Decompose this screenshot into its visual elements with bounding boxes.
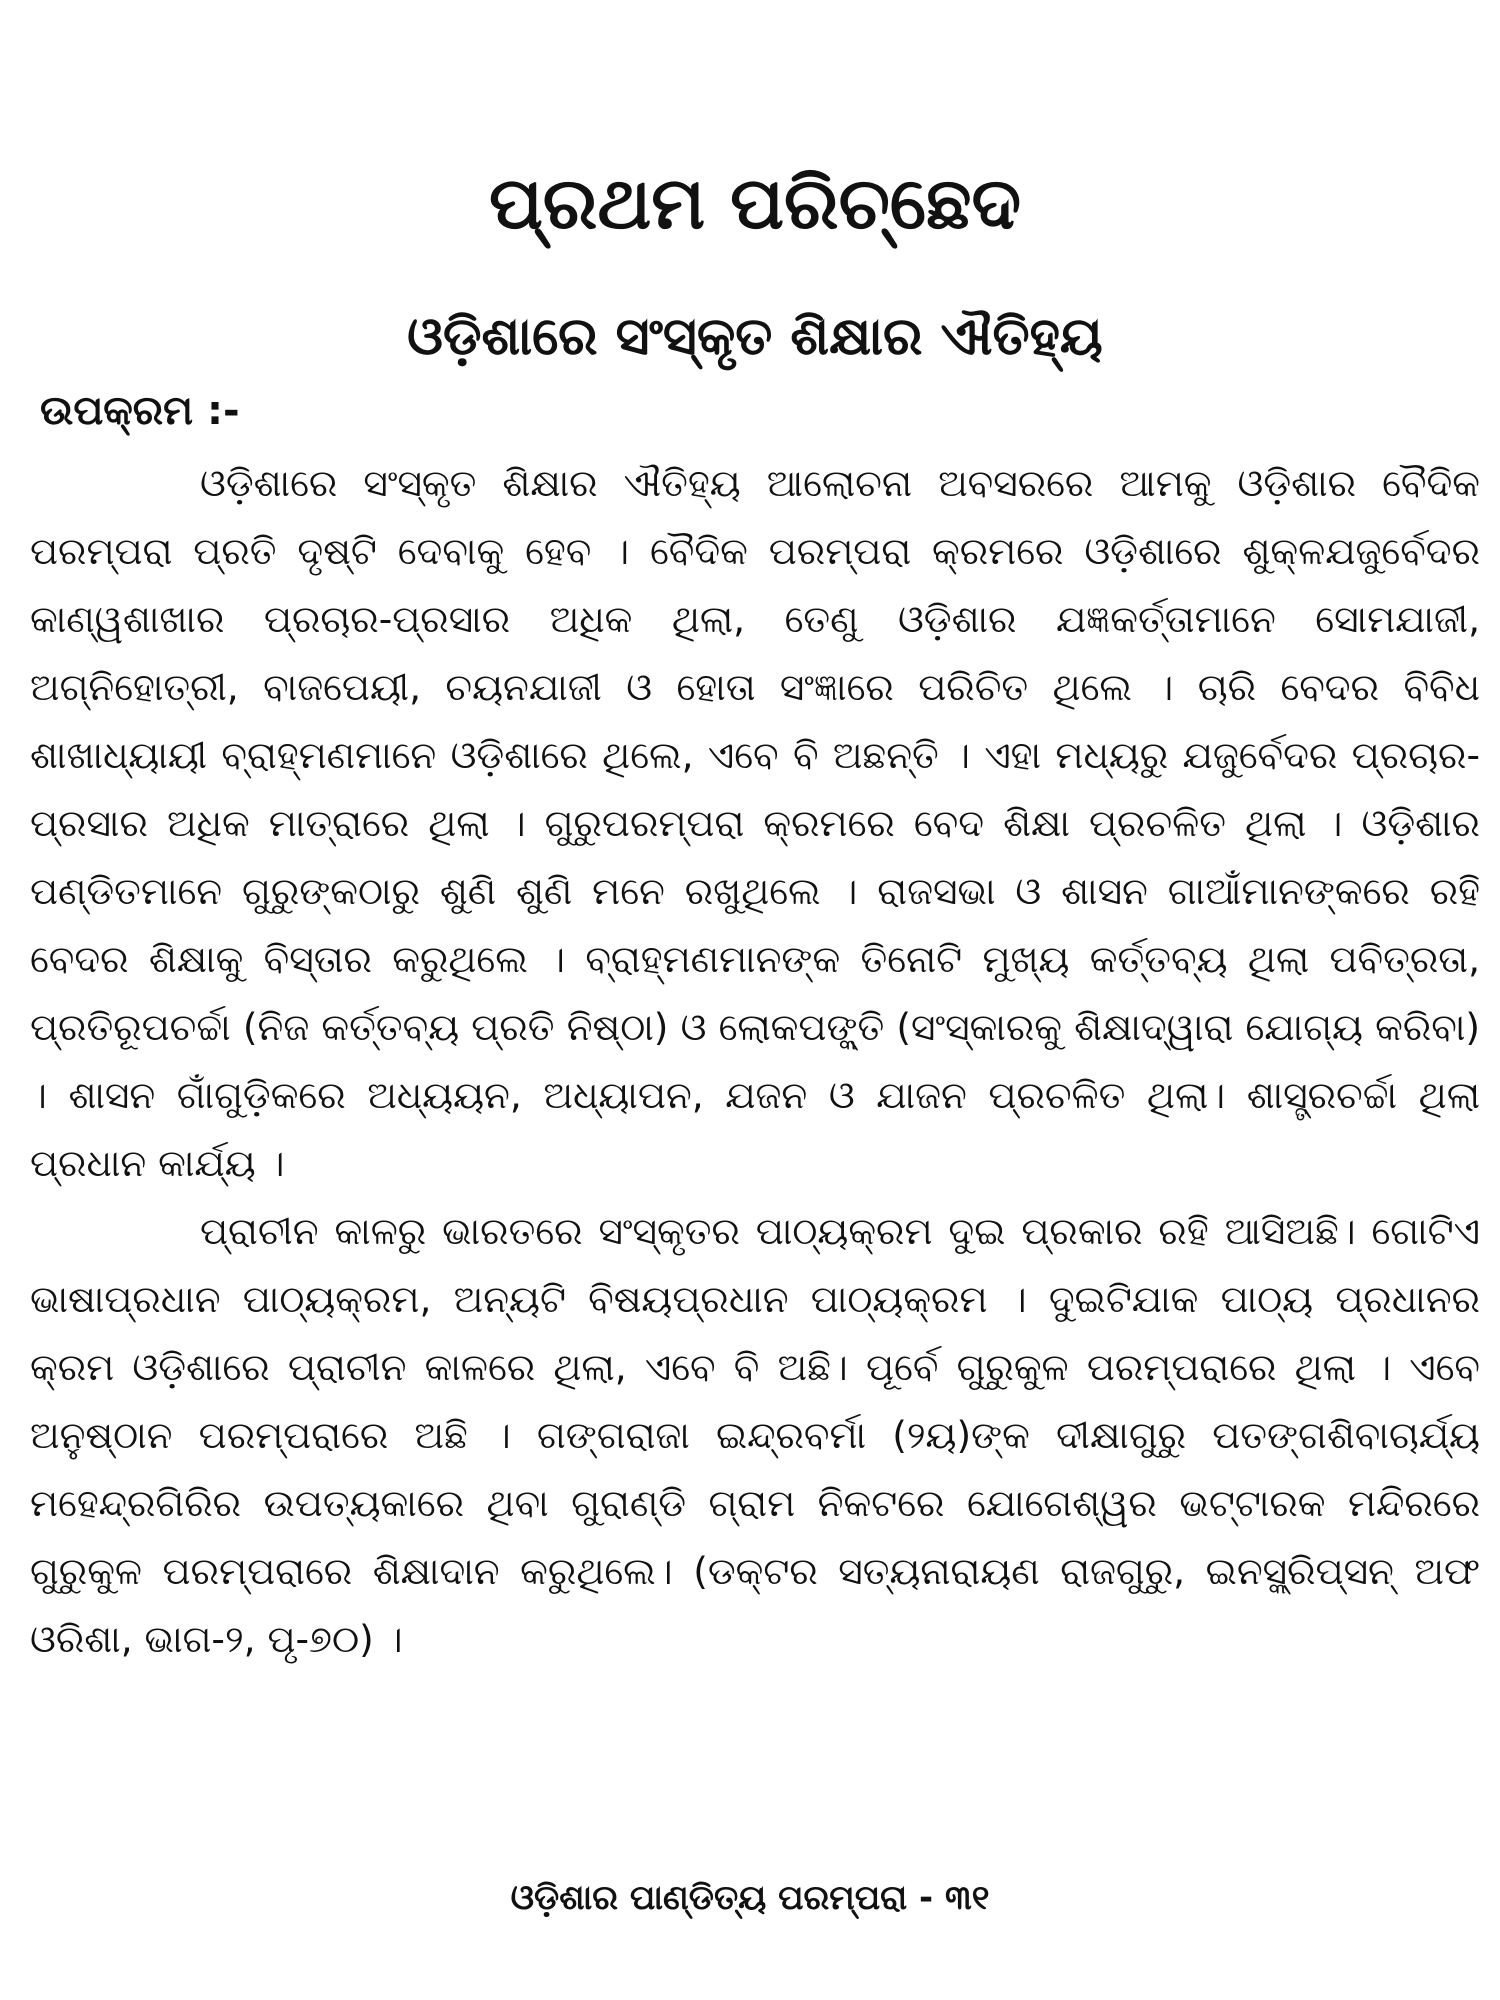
paragraph-2: ପ୍ରାଚୀନ କାଳରୁ ଭାରତରେ ସଂସ୍କୃତର ପାଠ୍ୟକ୍ରମ ଦୁଇ ପ୍ରକାର ରହି ଆସିଅଛି। ଗୋଟିଏ ଭାଷାପ୍ରଧାନ ପାଠ୍ୟକ୍ରମ, ଅନ୍ୟଟି ବିଷୟପ୍ରଧାନ ପାଠ୍ୟକ୍ରମ । ଦୁଇଟିଯାକ ପାଠ୍ୟ ପ୍ରଧାନର କ୍ରମ ଓଡ଼ିଶାରେ ପ୍ରାଚୀନ କାଳରେ ଥିଲା, ଏବେ ବି ଅଛି। ପୂର୍ବେ ଗୁରୁକୁଳ ପରମ୍ପରାରେ ଥିଲା । ଏବେ ଅନୁଷ୍ଠାନ ପରମ୍ପରାରେ ଅଛି । ଗଙ୍ଗରାଜା ଇନ୍ଦ୍ରବର୍ମା (୨ୟ)ଙ୍କ ଦୀକ୍ଷାଗୁରୁ ପତଙ୍ଗଶିବାଚାର୍ଯ୍ୟ ମହେନ୍ଦ୍ରଗିରିର ଉପତ୍ୟକାରେ ଥିବା ଗୁରାଣ୍ଡି ଗ୍ରାମ ନିକଟରେ ଯୋଗେଶ୍ୱର ଭଟ୍ଟାରକ ମନ୍ଦିରରେ ଗୁରୁକୁଳ ପରମ୍ପରାରେ ଶିକ୍ଷାଦାନ କରୁଥିଲେ। (ଡକ୍ଟର ସତ୍ୟନାରାୟଣ ରାଜଗୁରୁ, ଇନସ୍କ୍ରିପ୍ସନ୍ ଅଫ ଓରିଶା, ଭାଗ-୨, ପୃ-୭୦) । [30,1208,1480,1661]
chapter-heading: ପ୍ରଥମ ପରିଚ୍ଛେଦ [488,161,1022,245]
document-page [30,160,1480,1673]
page-footer: ଓଡ଼ିଶାର ପାଣ୍ଡିତ୍ୟ ପରମ୍ପରା - ୩୧ [510,1878,990,1918]
section-label: ଉପକ୍ରମ :- [40,387,240,434]
document-title: ଓଡ଼ିଶାରେ ସଂସ୍କୃତ ଶିକ୍ଷାର ଐତିହ୍ୟ [407,307,1103,368]
paragraph-1: ଓଡ଼ିଶାରେ ସଂସ୍କୃତ ଶିକ୍ଷାର ଐତିହ୍ୟ ଆଲୋଚନା ଅବସରରେ ଆମକୁ ଓଡ଼ିଶାର ବୈଦିକ ପରମ୍ପରା ପ୍ରତି ଦୃଷ୍ଟି ଦେବାକୁ ହେବ । ବୈଦିକ ପରମ୍ପରା କ୍ରମରେ ଓଡ଼ିଶାରେ ଶୁକ୍ଳଯଜୁର୍ବେଦର କାଣ୍ୱଶାଖାର ପ୍ରଚାର-ପ୍ରସାର ଅଧିକ ଥିଲା, ତେଣୁ ଓଡ଼ିଶାର ଯଜ୍ଞକର୍ତ୍ତାମାନେ ସୋମଯାଜୀ, ଅଗ୍ନିହୋତ୍ରୀ, ବାଜପେୟୀ, ଚୟନଯାଜୀ ଓ ହୋତା ସଂଜ୍ଞାରେ ପରିଚିତ ଥିଲେ । ଚାରି ବେଦର ବିବିଧ ଶାଖାଧ୍ୟାୟୀ ବ୍ରାହ୍ମଣମାନେ ଓଡ଼ିଶାରେ ଥିଲେ, ଏବେ ବି ଅଛନ୍ତି । ଏହା ମଧ୍ୟରୁ ଯଜୁର୍ବେଦର ପ୍ରଚାର-ପ୍ରସାର ଅଧିକ ମାତ୍ରାରେ ଥିଲା । ଗୁରୁପରମ୍ପରା କ୍ରମରେ ବେଦ ଶିକ୍ଷା ପ୍ରଚଳିତ ଥିଲା । ଓଡ଼ିଶାର ପଣ୍ଡିତମାନେ ଗୁରୁଙ୍କଠାରୁ ଶୁଣି ଶୁଣି ମନେ ରଖୁଥିଲେ । ରାଜସଭା ଓ ଶାସନ ଗାଆଁମାନଙ୍କରେ ରହି ବେଦର ଶିକ୍ଷାକୁ ବିସ୍ତାର କରୁଥିଲେ । ବ୍ରାହ୍ମଣମାନଙ୍କ ତିନୋଟି ମୁଖ୍ୟ କର୍ତ୍ତବ୍ୟ ଥିଲା ପବିତ୍ରତା, ପ୍ରତିରୂପଚର୍ଚ୍ଚା (ନିଜ କର୍ତ୍ତବ୍ୟ ପ୍ରତି ନିଷ୍ଠା) ଓ ଲୋକପଙ୍କ୍ତି (ସଂସ୍କାରକୁ ଶିକ୍ଷାଦ୍ୱାରା ଯୋଗ୍ୟ କରିବା) । ଶାସନ ଗାଁଗୁଡ଼ିକରେ ଅଧ୍ୟୟନ, ଅଧ୍ୟାପନ, ଯଜନ ଓ ଯାଜନ ପ୍ରଚଳିତ ଥିଲା। ଶାସ୍ତ୍ରଚର୍ଚ୍ଚା ଥିଲା ପ୍ରଧାନ କାର୍ଯ୍ୟ । [30,460,1480,1185]
